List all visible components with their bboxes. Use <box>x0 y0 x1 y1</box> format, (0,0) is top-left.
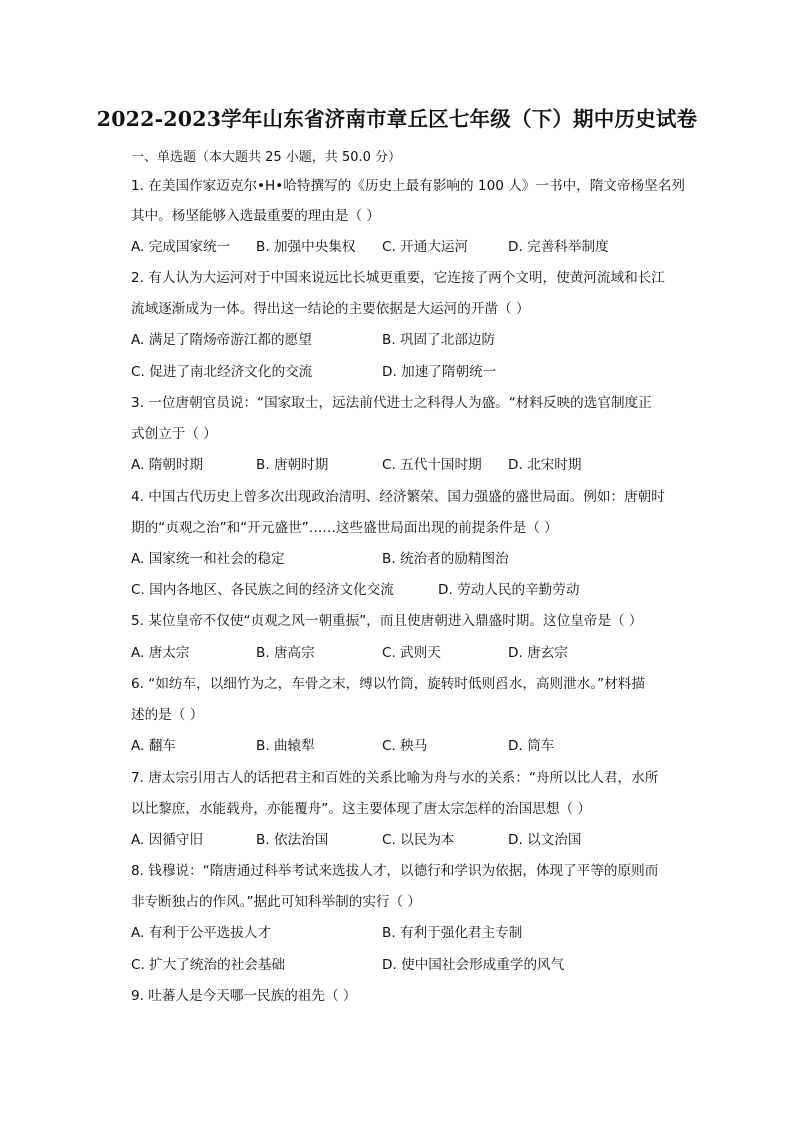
section-heading: 一、单选题（本大题共 25 小题，共 50.0 分） <box>131 150 402 165</box>
question-8-option-c: C. 扩大了统治的社会基础 <box>131 957 286 973</box>
question-8-option-a: A. 有利于公平选拔人才 <box>131 925 272 941</box>
question-2-line-1: 2. 有人认为大运河对于中国来说远比长城更重要，它连接了两个文明，使黄河流域和长江 <box>131 270 665 286</box>
exam-title: 2022-2023学年山东省济南市章丘区七年级（下）期中历史试卷 <box>96 107 698 131</box>
question-3-option-b: B. 唐朝时期 <box>256 457 329 473</box>
question-3-line-1: 3. 一位唐朝官员说：“国家取士，远法前代进士之科得人为盛。“材料反映的选官制度正 <box>131 395 652 411</box>
question-2-option-d: D. 加速了隋朝统一 <box>382 364 497 380</box>
question-5-option-c: C. 武则天 <box>382 645 441 661</box>
question-1-option-d: D. 完善科举制度 <box>508 239 609 255</box>
question-1-option-b: B. 加强中央集权 <box>256 239 356 255</box>
question-9-line-1: 9. 吐蕃人是今天哪一民族的祖先（ ） <box>131 988 357 1004</box>
question-2-line-2: 流域逐渐成为一体。得出这一结论的主要依据是大运河的开凿（ ） <box>131 301 530 317</box>
question-5-option-b: B. 唐高宗 <box>256 645 315 661</box>
question-3-option-c: C. 五代十国时期 <box>382 457 482 473</box>
question-7-option-d: D. 以文治国 <box>508 832 582 848</box>
question-7-line-2: 以比黎庶，水能载舟，亦能覆舟”。这主要体现了唐太宗怎样的治国思想（ ） <box>131 801 591 817</box>
question-8-line-1: 8. 钱穆说：“隋唐通过科举考试来选拔人才，以德行和学识为依据，体现了平等的原则而 <box>131 863 659 879</box>
question-6-option-a: A. 翻车 <box>131 738 176 754</box>
question-2-option-c: C. 促进了南北经济文化的交流 <box>131 364 313 380</box>
question-1-line-2: 其中。杨坚能够入选最重要的理由是（ ） <box>131 208 381 224</box>
question-1-line-1: 1. 在美国作家迈克尔•H•哈特撰写的《历史上最有影响的 100 人》一书中，隋文帝杨坚名列 <box>131 178 685 194</box>
question-4-line-1: 4. 中国古代历史上曾多次出现政治清明、经济繁荣、国力强盛的盛世局面。例如：唐朝时 <box>131 489 665 505</box>
question-5-option-a: A. 唐太宗 <box>131 645 190 661</box>
question-6-option-d: D. 筒车 <box>508 738 555 754</box>
question-4-option-c: C. 国内各地区、各民族之间的经济文化交流 <box>131 582 394 598</box>
question-6-option-c: C. 秧马 <box>382 738 428 754</box>
question-2-option-b: B. 巩固了北部边防 <box>382 332 496 348</box>
question-1-option-c: C. 开通大运河 <box>382 239 469 255</box>
question-7-line-1: 7. 唐太宗引用古人的话把君主和百姓的关系比喻为舟与水的关系：“舟所以比人君，水所 <box>131 770 659 786</box>
question-6-option-b: B. 曲辕犁 <box>256 738 315 754</box>
question-6-line-2: 述的是（ ） <box>131 707 204 723</box>
question-7-option-b: B. 依法治国 <box>256 832 329 848</box>
question-8-option-d: D. 使中国社会形成重学的风气 <box>382 957 565 973</box>
question-4-option-d: D. 劳动人民的辛勤劳动 <box>438 582 580 598</box>
question-2-option-a: A. 满足了隋炀帝游江都的愿望 <box>131 332 312 348</box>
question-4-option-b: B. 统治者的励精图治 <box>382 551 509 567</box>
question-4-line-2: 期的“贞观之治”和“开元盛世”……这些盛世局面出现的前提条件是（ ） <box>131 520 558 536</box>
question-7-option-a: A. 因循守旧 <box>131 832 204 848</box>
question-7-option-c: C. 以民为本 <box>382 832 455 848</box>
question-5-option-d: D. 唐玄宗 <box>508 645 568 661</box>
question-3-option-d: D. 北宋时期 <box>508 457 582 473</box>
question-6-line-1: 6. “如纺车，以细竹为之，车骨之末，缚以竹筒，旋转时低则舀水，高则泄水。”材料描 <box>131 676 645 692</box>
question-3-option-a: A. 隋朝时期 <box>131 457 204 473</box>
question-8-option-b: B. 有利于强化君主专制 <box>382 925 523 941</box>
question-4-option-a: A. 国家统一和社会的稳定 <box>131 551 285 567</box>
question-1-option-a: A. 完成国家统一 <box>131 239 231 255</box>
question-5-line-1: 5. 某位皇帝不仅使“贞观之风一朝重振”，而且使唐朝进入鼎盛时期。这位皇帝是（ ） <box>131 613 643 629</box>
question-8-line-2: 非专断独占的作风。”据此可知科举制的实行（ ） <box>131 894 422 910</box>
question-3-line-2: 式创立于（ ） <box>131 426 217 442</box>
